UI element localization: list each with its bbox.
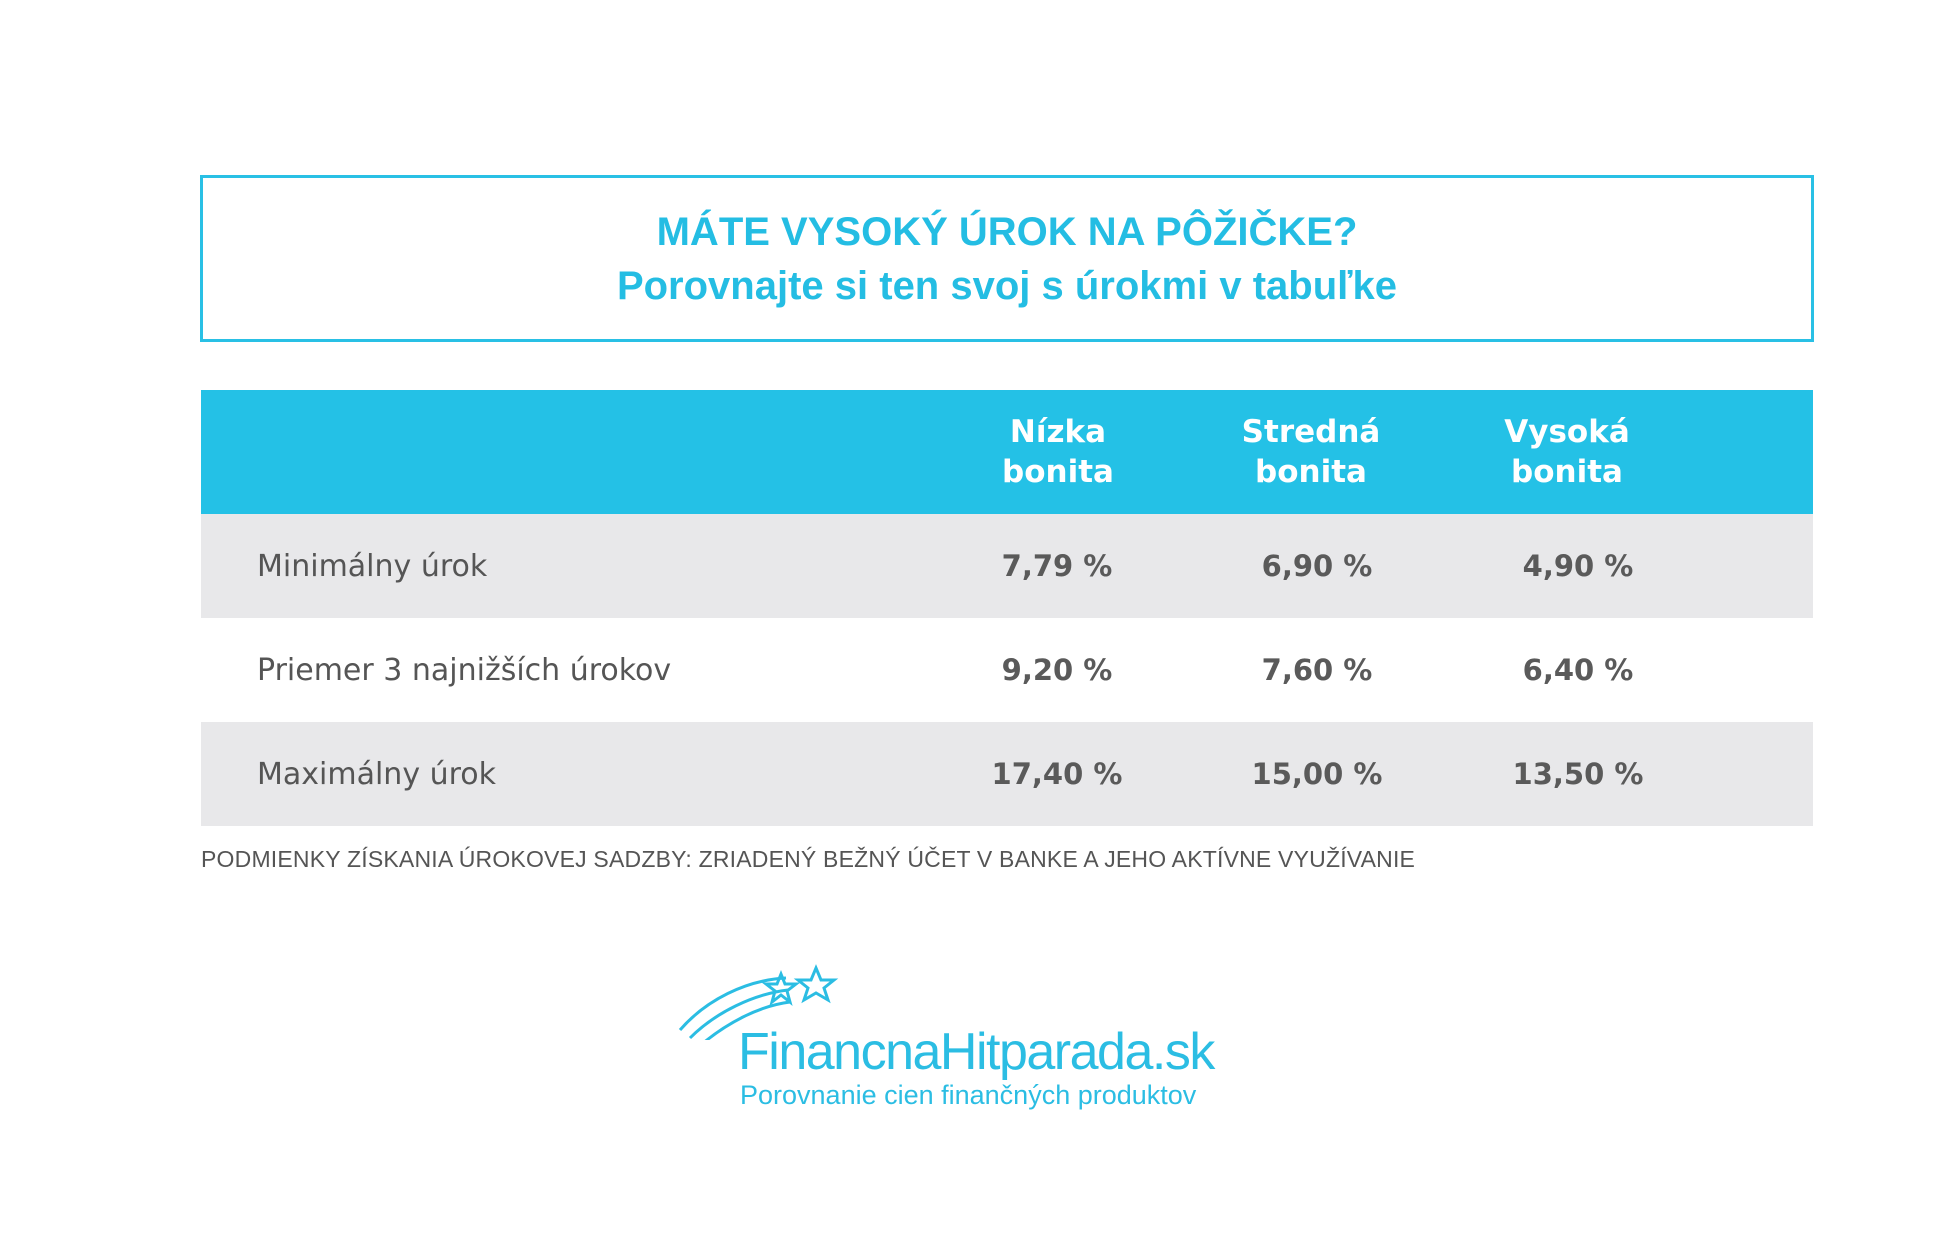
row-label: Priemer 3 najnižších úrokov (257, 652, 672, 688)
table-row (201, 618, 1813, 722)
column-header-low (958, 412, 1158, 492)
rate-value: 7,79 % (1001, 549, 1113, 583)
title-box (200, 175, 1814, 342)
table-row (201, 514, 1813, 618)
page-subtitle: Porovnajte si ten svoj s úrokmi v tabuľke (616, 263, 1398, 308)
rate-value: 4,90 % (1522, 549, 1634, 583)
rate-value: 9,20 % (1001, 653, 1113, 687)
column-header-high-line1: Vysoká (1504, 414, 1630, 450)
column-header-medium (1211, 412, 1411, 492)
row-label: Maximálny úrok (257, 756, 497, 792)
column-header-high-line2: bonita (1511, 454, 1623, 490)
logo-name: FinancnaHitparada.sk (738, 1023, 1214, 1081)
rate-value: 17,40 % (991, 757, 1123, 791)
column-header-low-line2: bonita (1002, 454, 1114, 490)
column-header-medium-line2: bonita (1255, 454, 1367, 490)
interest-rate-table (201, 390, 1813, 826)
column-header-low-line1: Nízka (1009, 414, 1107, 450)
table-row (201, 722, 1813, 826)
rate-value: 6,40 % (1522, 653, 1634, 687)
page-title: MÁTE VYSOKÝ ÚROK NA PÔŽIČKE? (656, 209, 1358, 254)
rate-value: 7,60 % (1261, 653, 1373, 687)
footnote: PODMIENKY ZÍSKANIA ÚROKOVEJ SADZBY: ZRIADENÝ BEŽNÝ ÚČET V BANKE A JEHO AKTÍVNE VYUŽÍVANIE (201, 846, 1416, 872)
logo[interactable] (676, 960, 1236, 1130)
column-header-medium-line1: Stredná (1241, 414, 1381, 450)
rate-value: 13,50 % (1512, 757, 1644, 791)
rate-value: 15,00 % (1251, 757, 1383, 791)
column-header-high (1467, 412, 1667, 492)
row-label: Minimálny úrok (257, 548, 488, 584)
rate-value: 6,90 % (1261, 549, 1373, 583)
logo-tagline: Porovnanie cien finančných produktov (740, 1080, 1197, 1110)
table-header (201, 390, 1813, 514)
